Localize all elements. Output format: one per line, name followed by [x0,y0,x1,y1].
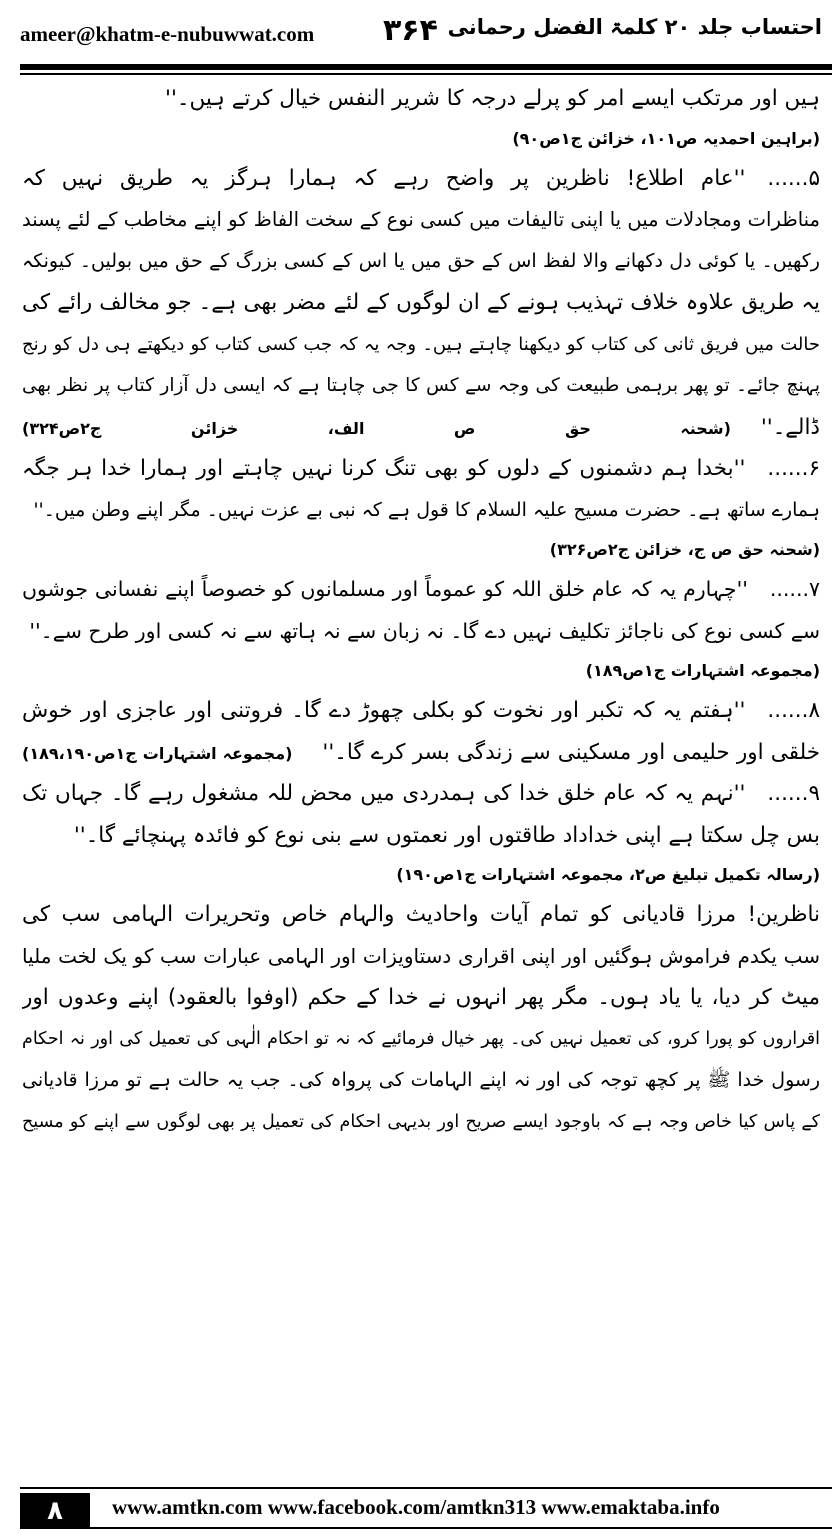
text-line [22,490,820,532]
footer-rule-bottom [90,1527,832,1529]
line-text: سب یکدم فراموش ہوگئیں اور اپنی اقراری دستاویزات اور الہامی عبارات سب کو یک لخت ملیا [22,943,820,968]
line-text: کے پاس کیا خاص وجہ ہے کہ باوجود ایسے صریح اور بدیہی احکام کی تعمیل پر بھی لوگوں سے اپنے کو مسیح [22,1111,820,1132]
text-line [22,815,820,857]
text-line [22,773,820,815]
text-line [22,78,820,120]
text-line [22,1102,820,1144]
text-line [22,241,820,283]
page-header [0,0,840,62]
citation-inline: (شحنہ حق ص الف، خزائن ج۲ص۳۲۴) [22,418,731,438]
citation: (رسالہ تکمیل تبلیغ ص۲، مجموعہ اشتہارات ج۱ص۱۹۰) [396,865,820,884]
item-number: ۵...... [767,165,820,191]
text-line [22,1019,820,1061]
item-number: ۷...... [769,577,820,601]
footer-page-box: ۸ [20,1493,90,1529]
line-text: ڈالے۔'' [760,414,820,440]
line-text: میٹ کر دیا، یا یاد ہوں۔ مگر پھر انہوں نے خدا کے حکم (اوفوا بالعقود) اپنے وعدوں اور [22,985,820,1010]
header-book-title: احتساب جلد ۲۰ کلمۃ الفضل رحمانی [447,15,822,39]
item-number: ۸...... [767,698,820,723]
text-line [22,158,820,200]
item-number: ۹...... [767,781,820,806]
line-text: سے کسی نوع کی ناجائز تکلیف نہیں دے گا۔ نہ زبان سے نہ ہاتھ سے نہ کسی اور طرح سے۔'' [29,618,820,643]
text-line [22,448,820,490]
text-line [22,894,820,936]
line-text: یہ طریق علاوہ خلاف تہذیب ہونے کے ان لوگوں کے لئے مضر بھی ہے۔ جو مخالف رائے کی [22,290,820,315]
citation: (شحنہ حق ص ج، خزائن ج۲ص۳۲۶) [549,540,820,559]
text-line [22,690,820,732]
line-text: ''ہفتم یہ کہ تکبر اور نخوت کو بکلی چھوڑ دے گا۔ فروتنی اور عاجزی اور خوش [22,698,746,723]
text-line [22,365,820,407]
line-text: پہنچ جائے۔ تو پھر برہمی طبیعت کی وجہ سے کس کا جی چاہتا ہے کہ ایسی دل آزار کتاب پر نظر بھی [22,375,820,396]
line-text: بس چل سکتا ہے اپنی خداداد طاقتوں اور نعمتوں سے بنی نوع کو فائدہ پہنچائے گا۔'' [73,822,820,848]
citation-inline: (مجموعہ اشتہارات ج۱ص۱۸۹،۱۹۰) [22,743,293,763]
footer-urls: www.amtkn.com www.facebook.com/amtkn313 www.emaktaba.info [112,1495,720,1519]
line-text: ''عام اطلاع! ناظرین پر واضح رہے کہ ہمارا ہرگز یہ طریق نہیں کہ [22,165,746,191]
citation: (براہین احمدیہ ص۱۰۱، خزائن ج۱ص۹۰) [512,128,820,148]
line-text: مناظرات ومجادلات میں یا اپنی تالیفات میں کسی نوع کے سخت الفاظ کو اپنے مخاطب کے لئے پسند [22,208,820,231]
line-text: ''نہم یہ کہ عام خلق خدا کی ہمدردی میں محض للہ مشغول رہے گا۔ جہاں تک [22,781,746,806]
text-line [22,936,820,978]
line-text: رکھیں۔ یا کوئی دل دکھانے والا لفظ اس کے حق میں یا اس کے کسی بزرگ کے حق میں بولیں۔ کیونکہ [22,249,820,272]
text-line [22,282,820,324]
line-text: ناظرین! مرزا قادیانی کو تمام آیات واحادیث والہام خاص وتحریرات الہامی سب کی [22,902,820,927]
body-text [22,78,820,1143]
text-line [22,611,820,653]
line-text: ہمارے ساتھ ہے۔ حضرت مسیح علیہ السلام کا قول ہے کہ نبی بے عزت نہیں۔ مگر اپنے وطن میں۔'' [33,498,820,521]
item-number: ۶...... [767,456,820,481]
line-text: ہیں اور مرتکب ایسے امر کو پرلے درجہ کا شریر النفس خیال کرتے ہیں۔'' [165,86,820,111]
text-line [22,732,820,774]
text-line [22,324,820,366]
line-text: ''چہارم یہ کہ عام خلق اللہ کو عموماً اور مسلمانوں کو خصوصاً اپنے نفسانی جوشوں [22,577,748,601]
line-text: حالت میں فریق ثانی کی کتاب کو دیکھنا چاہتے ہیں۔ وجہ یہ کہ جب کسی کتاب کو دیکھتے ہی دل کو رنج [22,333,820,355]
line-text: خلقی اور حلیمی اور مسکینی سے زندگی بسر کرے گا۔'' [322,739,820,765]
citation: (مجموعہ اشتہارات ج۱ص۱۸۹) [585,661,820,680]
text-line [22,199,820,241]
page-footer [20,1487,832,1529]
header-page-number: ۳۶۴ [383,13,438,48]
line-text: اقراروں کو پورا کرو، کی تعمیل نہیں کی۔ پھر خیال فرمائیے کہ نہ تو احکام الٰہی کی تعمیل کی اور نہ احکام [22,1028,820,1049]
text-line [22,1060,820,1102]
line-text: رسول خدا ﷺ پر کچھ توجہ کی اور نہ اپنے الہامات کی پرواہ کی۔ جب یہ حالت ہے تو مرزا قادیانی [22,1069,820,1091]
line-text: ''بخدا ہم دشمنوں کے دلوں کو بھی تنگ کرنا نہیں چاہتے اور ہمارا خدا ہر جگہ [22,456,746,481]
header-rule-thin [20,73,832,75]
header-rule-thick [20,64,832,70]
text-line [22,407,820,449]
text-line [22,977,820,1019]
text-line [22,569,820,611]
footer-rule [20,1487,832,1489]
header-email: ameer@khatm-e-nubuwwat.com [20,22,315,46]
